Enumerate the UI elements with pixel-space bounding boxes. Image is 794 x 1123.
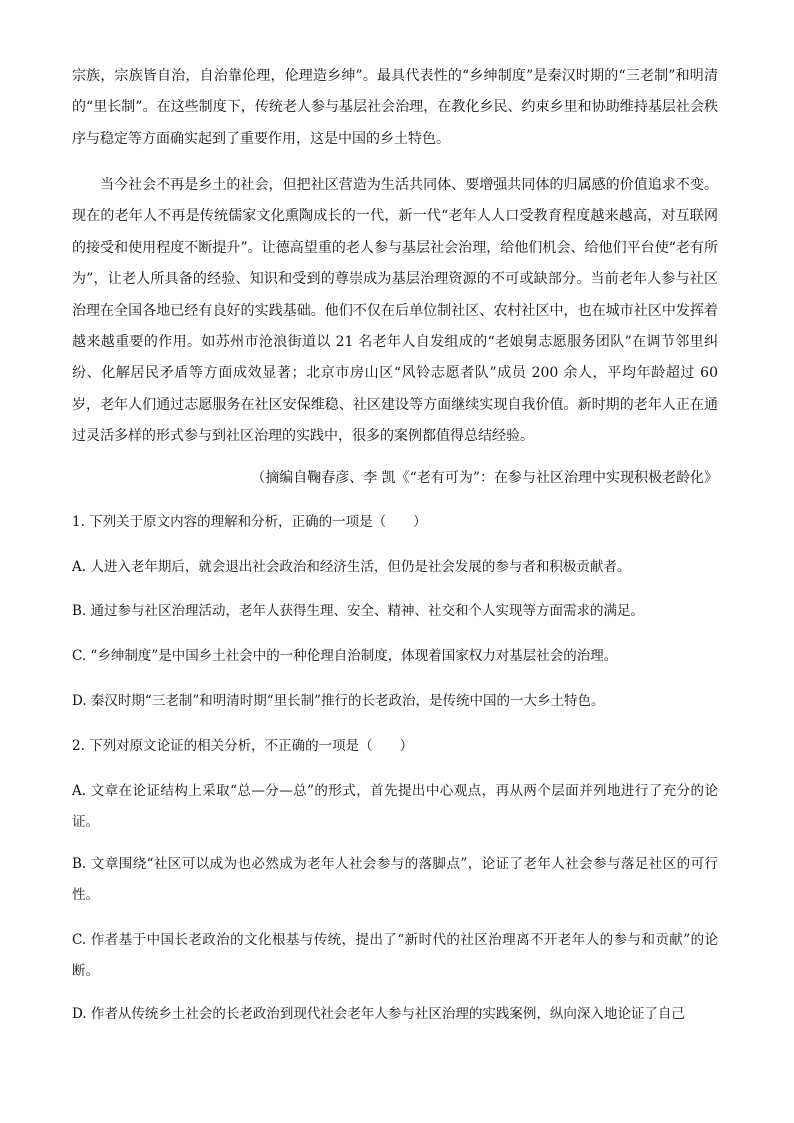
question-1-option-b: B. 通过参与社区治理活动，老年人获得生理、安全、精神、社交和个人实现等方面需求的满足。 — [72, 603, 645, 619]
question-2-option-a: A. 文章在论证结构上采取“总—分—总”的形式，首先提出中心观点，再从两个层面并列地进行了充分的论证。 — [72, 783, 718, 830]
question-1-option-a: A. 人进入老年期后，就会退出社会政治和经济生活，但仍是社会发展的参与者和积极贡献者。 — [72, 559, 631, 575]
question-1-option-c: C. “乡绅制度”是中国乡土社会中的一种伦理自治制度，体现着国家权力对基层社会的治理。 — [72, 648, 618, 664]
question-2-option-d: D. 作者从传统乡土社会的长老政治到现代社会老年人参与社区治理的实践案例，纵向深入地论证了自己 — [72, 1006, 685, 1022]
passage-paragraph-2: 当今社会不再是乡土的社会，但把社区营造为生活共同体、要增强共同体的归属感的价值追求不变。现在的老年人不再是传统儒家文化熏陶成长的一代，新一代“老年人人口受教育程度越来越高，对互联网的接受和使用程度不断提升”。让德高望重的老人参与基层社会治理，给他们机会、给他们平台使“老有所为”，让老人所具备的经验、知识和受到的尊崇成为基层治理资源的不可或缺部分。当前老年人参与社区治理在全国各地已经有良好的实践基础。他们不仅在后单位制社区、农村社区中，也在城市社区中发挥着越来越重要的作用。如苏州市沧浪街道以 21 名老年人自发组成的“老娘舅志愿服务团队”在调节邻里纠纷、化解居民矛盾等方面成效显著；北京市房山区“风铃志愿者队”成员 200 余人，平均年龄超过 60 岁，老年人们通过志愿服务在社区安保维稳、社区建设等方面继续实现自我价值。新时期的老年人正在通过灵活多样的形式参与到社区治理的实践中，很多的案例都值得总结经验。 — [72, 177, 718, 445]
passage-paragraph-1: 宗族，宗族皆自治，自治靠伦理，伦理造乡绅”。最具代表性的“乡绅制度”是秦汉时期的“三老制”和明清的“里长制”。在这些制度下，传统老人参与基层社会治理，在教化乡民、约束乡里和协助维持基层社会秩序与稳定等方面确实起到了重要作用，这是中国的乡土特色。 — [72, 68, 718, 147]
question-2-stem: 2. 下列对原文论证的相关分析，不正确的一项是（ ） — [72, 738, 414, 754]
passage-source: （摘编自鞠春彦、李 凯《“老有可为”：在参与社区治理中实现积极老龄化》 — [251, 470, 718, 486]
question-1-stem: 1. 下列关于原文内容的理解和分析，正确的一项是（ ） — [72, 514, 427, 530]
question-2-option-b: B. 文章围绕“社区可以成为也必然成为老年人社会参与的落脚点”，论证了老年人社会参与落足社区的可行性。 — [72, 856, 718, 903]
question-2-option-c: C. 作者基于中国长老政治的文化根基与传统，提出了“新时代的社区治理离不开老年人的参与和贡献”的论断。 — [72, 932, 718, 979]
question-1-option-d: D. 秦汉时期“三老制”和明清时期“里长制”推行的长老政治，是传统中国的一大乡土特色。 — [72, 693, 605, 709]
